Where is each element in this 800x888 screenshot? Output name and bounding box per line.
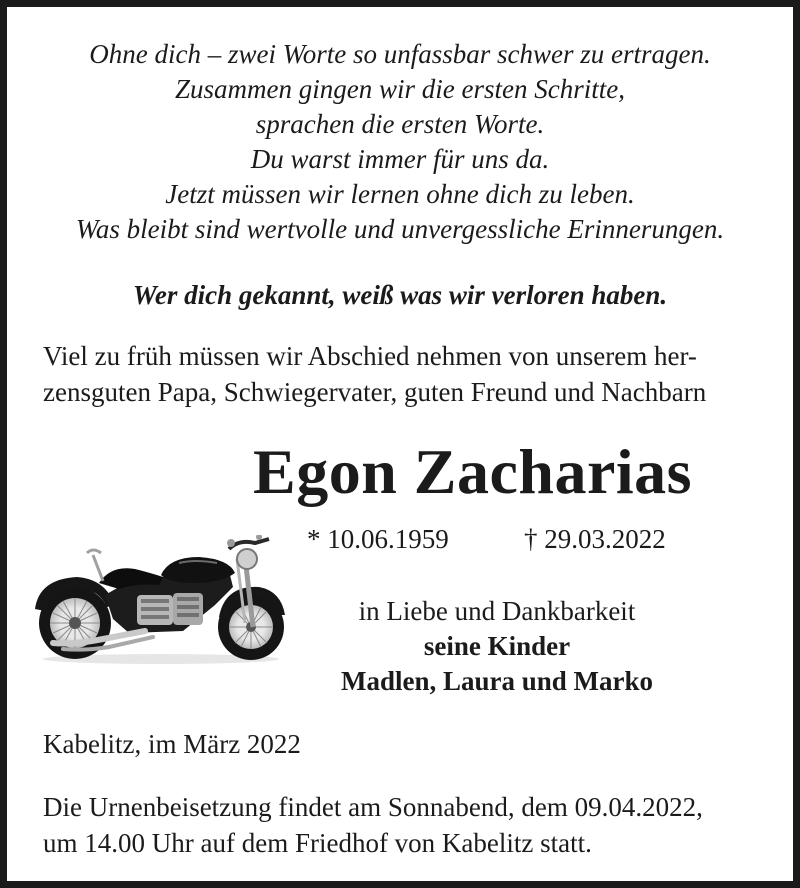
poem-line: Zusammen gingen wir die ersten Schritte, xyxy=(175,74,625,104)
place-date: Kabelitz, im März 2022 xyxy=(43,729,301,759)
birth-date: * 10.06.1959 xyxy=(307,524,449,554)
intro-line: Viel zu früh müssen wir Abschied nehmen von unserem her- xyxy=(43,341,697,371)
poem-line: Jetzt müssen wir lernen ohne dich zu leben. xyxy=(165,179,635,209)
poem-line: sprachen die ersten Worte. xyxy=(255,109,545,139)
burial-line: um 14.00 Uhr auf dem Friedhof von Kabelitz statt. xyxy=(43,828,592,858)
poem xyxy=(27,37,773,247)
signoff xyxy=(283,594,711,699)
motorcycle-icon xyxy=(33,535,289,669)
signoff-family: seine Kinder xyxy=(423,631,571,661)
motto: Wer dich gekannt, weiß was wir verloren haben. xyxy=(132,280,668,310)
burial-line: Die Urnenbeisetzung findet am Sonnabend, dem 09.04.2022, xyxy=(43,792,703,822)
signoff-names: Madlen, Laura und Marko xyxy=(340,666,654,696)
deceased-name: Egon Zacharias xyxy=(253,436,693,507)
death-date: † 29.03.2022 xyxy=(524,524,666,554)
intro-line: zensguten Papa, Schwiegervater, guten Freund und Nachbarn xyxy=(43,377,707,407)
burial-info xyxy=(43,789,703,861)
signoff-line: in Liebe und Dankbarkeit xyxy=(358,596,636,626)
poem-line: Du warst immer für uns da. xyxy=(250,144,550,174)
intro-text xyxy=(43,338,706,410)
poem-line: Was bleibt sind wertvolle und unvergessliche Erinnerungen. xyxy=(75,214,725,244)
poem-line: Ohne dich – zwei Worte so unfassbar schwer zu ertragen. xyxy=(89,39,711,69)
